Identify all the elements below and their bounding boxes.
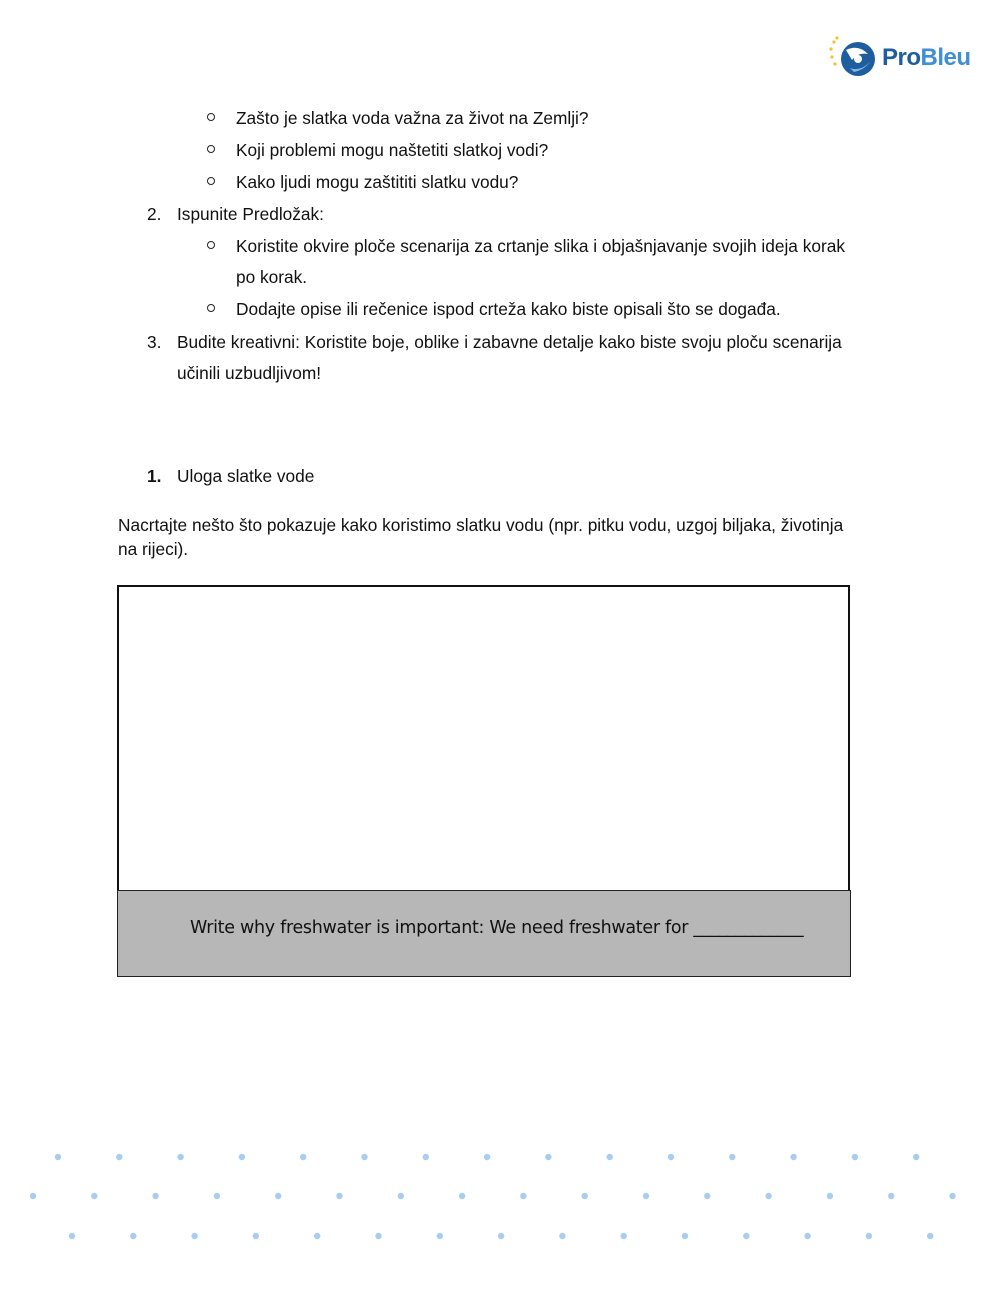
step-3-text: Budite kreativni: Koristite boje, oblike i zabavne detalje kako biste svoju ploču scenarija xyxy=(177,332,842,352)
decorative-dot xyxy=(191,1233,197,1239)
decorative-dot xyxy=(743,1233,749,1239)
step-2-label: Ispunite Predložak: xyxy=(177,204,324,224)
step-3-number: 3. xyxy=(147,332,162,352)
decorative-dot xyxy=(55,1154,61,1160)
instruction-text: Nacrtajte nešto što pokazuje kako koristimo slatku vodu (npr. pitku vodu, uzgoj biljaka, životinja xyxy=(118,515,844,535)
probleu-emblem-icon xyxy=(828,36,880,82)
decorative-dot xyxy=(621,1233,627,1239)
decorative-dot xyxy=(91,1193,97,1199)
decorative-dot xyxy=(559,1233,565,1239)
decorative-dot xyxy=(437,1233,443,1239)
decorative-dot xyxy=(484,1154,490,1160)
step-3-text-cont: učinili uzbudljivom! xyxy=(177,363,322,383)
decorative-dot xyxy=(116,1154,122,1160)
decorative-dot-pattern xyxy=(0,1140,1000,1260)
question-item: Zašto je slatka voda važna za život na Zemlji? xyxy=(236,108,589,128)
decorative-dot xyxy=(704,1193,710,1199)
decorative-dot xyxy=(866,1233,872,1239)
step-2-number: 2. xyxy=(147,204,162,224)
decorative-dot xyxy=(398,1193,404,1199)
decorative-dot xyxy=(239,1154,245,1160)
decorative-dot xyxy=(888,1193,894,1199)
decorative-dot xyxy=(913,1154,919,1160)
logo-wordmark xyxy=(882,44,971,72)
decorative-dot xyxy=(852,1154,858,1160)
section-1-title: Uloga slatke vode xyxy=(177,466,315,486)
bullet-icon xyxy=(207,177,215,185)
decorative-dot xyxy=(520,1193,526,1199)
decorative-dot xyxy=(314,1233,320,1239)
question-item: Kako ljudi mogu zaštititi slatku vodu? xyxy=(236,172,519,192)
step-2-bullet-2: Dodajte opise ili rečenice ispod crteža kako biste opisali što se događa. xyxy=(236,299,781,319)
instruction-text-cont: na rijeci). xyxy=(118,539,189,559)
decorative-dot xyxy=(69,1233,75,1239)
logo-pro: Pro xyxy=(882,44,921,71)
bullet-icon xyxy=(207,304,215,312)
decorative-dot xyxy=(275,1193,281,1199)
step-2-bullet-1-cont: po korak. xyxy=(236,267,308,287)
bullet-icon xyxy=(207,241,215,249)
decorative-dot xyxy=(336,1193,342,1199)
decorative-dot xyxy=(729,1154,735,1160)
decorative-dot xyxy=(643,1193,649,1199)
decorative-dot xyxy=(682,1233,688,1239)
decorative-dot xyxy=(927,1233,933,1239)
decorative-dot xyxy=(607,1154,613,1160)
bullet-icon xyxy=(207,145,215,153)
decorative-dot xyxy=(214,1193,220,1199)
logo-bleu: Bleu xyxy=(920,44,971,71)
decorative-dot xyxy=(668,1154,674,1160)
decorative-dot xyxy=(582,1193,588,1199)
decorative-dot xyxy=(30,1193,36,1199)
decorative-dot xyxy=(459,1193,465,1199)
probleu-logo xyxy=(828,36,988,82)
decorative-dot xyxy=(375,1233,381,1239)
caption-text: Write why freshwater is important: We need freshwater for _____________ xyxy=(190,918,804,938)
decorative-dot xyxy=(361,1154,367,1160)
decorative-dot xyxy=(300,1154,306,1160)
decorative-dot xyxy=(790,1154,796,1160)
caption-panel[interactable] xyxy=(117,890,851,977)
decorative-dot xyxy=(949,1193,955,1199)
decorative-dot xyxy=(130,1233,136,1239)
decorative-dot xyxy=(804,1233,810,1239)
decorative-dot xyxy=(827,1193,833,1199)
decorative-dot xyxy=(765,1193,771,1199)
decorative-dot xyxy=(253,1233,259,1239)
decorative-dot xyxy=(177,1154,183,1160)
decorative-dot xyxy=(423,1154,429,1160)
decorative-dot xyxy=(498,1233,504,1239)
bullet-icon xyxy=(207,113,215,121)
question-item: Koji problemi mogu naštetiti slatkoj vodi? xyxy=(236,140,549,160)
decorative-dot xyxy=(152,1193,158,1199)
section-1-number: 1. xyxy=(147,466,162,486)
step-2-bullet-1: Koristite okvire ploče scenarija za crtanje slika i objašnjavanje svojih ideja korak xyxy=(236,236,845,256)
decorative-dot xyxy=(545,1154,551,1160)
